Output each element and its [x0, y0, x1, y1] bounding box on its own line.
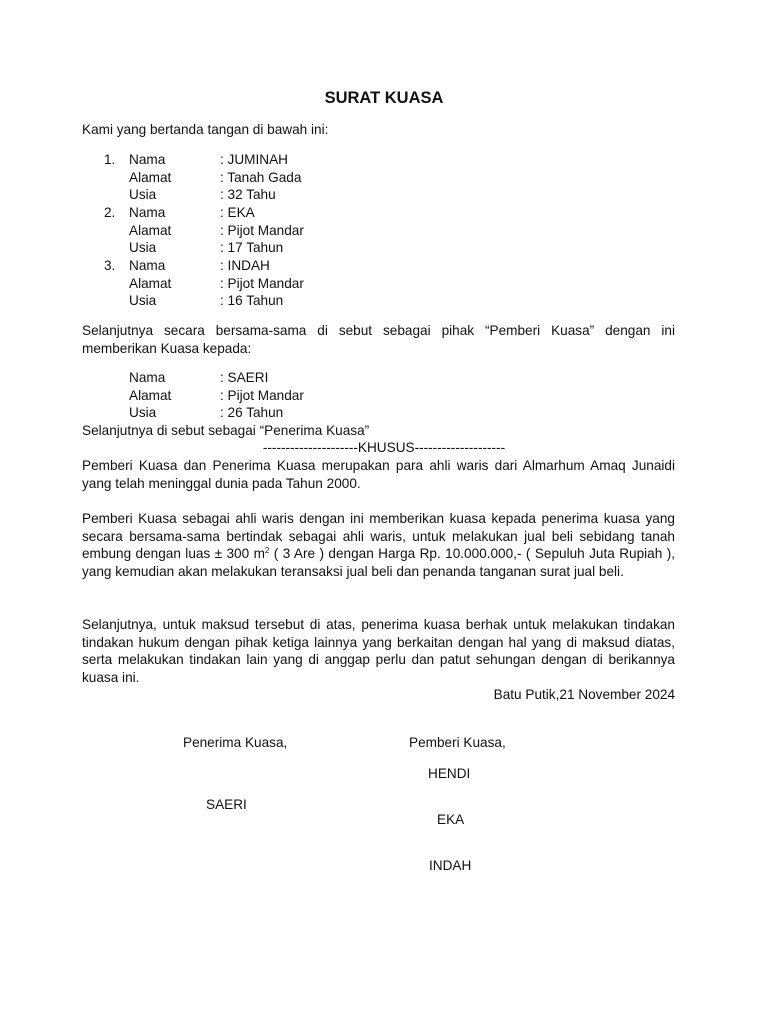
grantee-statement: Selanjutnya di sebut sebagai “Penerima Kuasa” — [82, 423, 370, 438]
place-date: Batu Putik,21 November 2024 — [493, 687, 675, 702]
age-label: Usia — [129, 187, 157, 202]
grantor-signer-name: HENDI — [428, 766, 471, 781]
age-value: : 26 Tahun — [220, 405, 284, 420]
name-label: Nama — [129, 370, 166, 385]
paragraph-authority-part2: ( 3 Are ) dengan Harga Rp. 10.000.000,- ( Sepuluh Juta Rupiah ), yang kemudian akan melakukan teransaksi jual beli dan penanda tanganan surat jual beli. — [82, 546, 675, 579]
paragraph-authority — [82, 510, 675, 580]
grantor-statement: Selanjutnya secara bersama-sama di sebut sebagai pihak “Pemberi Kuasa” dengan ini memberikan Kuasa kepada: — [82, 323, 675, 356]
age-value: : 32 Tahu — [220, 187, 276, 202]
name-value: : INDAH — [220, 258, 270, 273]
address-label: Alamat — [129, 223, 172, 238]
grantor-number: 1. — [104, 152, 116, 167]
grantor-signer-name: INDAH — [429, 858, 472, 873]
address-value: : Pijot Mandar — [220, 223, 304, 238]
grantor-number: 2. — [104, 205, 116, 220]
age-label: Usia — [129, 405, 157, 420]
name-value: : EKA — [220, 205, 255, 220]
paragraph-authority-part1: Pemberi Kuasa sebagai ahli waris dengan ini memberikan kuasa kepada penerima kuasa yang secara bersama-sama bertindak sebagai ahli waris, untuk melakukan jual beli sebidang tanah embung dengan luas ± 300 m — [82, 511, 675, 562]
address-value: : Pijot Mandar — [220, 276, 304, 291]
address-label: Alamat — [129, 170, 172, 185]
grantor-number: 3. — [104, 258, 116, 273]
address-value: : Tanah Gada — [220, 170, 302, 185]
superscript-unit: 2 — [264, 546, 270, 556]
name-value: : SAERI — [220, 370, 269, 385]
grantee-signer-name: SAERI — [206, 797, 247, 812]
grantor-signature-label: Pemberi Kuasa, — [409, 735, 506, 750]
name-value: : JUMINAH — [220, 152, 288, 167]
address-label: Alamat — [129, 276, 172, 291]
name-label: Nama — [129, 258, 166, 273]
document-title: SURAT KUASA — [324, 89, 444, 107]
grantor-signer-name: EKA — [437, 812, 465, 827]
paragraph-heirs: Pemberi Kuasa dan Penerima Kuasa merupakan para ahli waris dari Almarhum Amaq Junaidi yang telah meninggal dunia pada Tahun 2000. — [82, 458, 675, 491]
khusus-divider: ---------------------KHUSUS-------------------- — [262, 440, 506, 455]
grantee-signature-label: Penerima Kuasa, — [183, 735, 288, 750]
age-value: : 17 Tahun — [220, 240, 284, 255]
intro-text: Kami yang bertanda tangan di bawah ini: — [82, 122, 329, 137]
age-label: Usia — [129, 293, 157, 308]
address-value: : Pijot Mandar — [220, 388, 304, 403]
address-label: Alamat — [129, 388, 172, 403]
name-label: Nama — [129, 152, 166, 167]
age-label: Usia — [129, 240, 157, 255]
name-label: Nama — [129, 205, 166, 220]
paragraph-rights: Selanjutnya, untuk maksud tersebut di atas, penerima kuasa berhak untuk melakukan tindakan tindakan hukum dengan pihak ketiga lainnya yang berkaitan dengan hal yang di maksud diatas, serta melakukan tindakan lain yang di anggap perlu dan patut sehungan dengan di berikannya kuasa ini. — [82, 617, 675, 685]
age-value: : 16 Tahun — [220, 293, 284, 308]
